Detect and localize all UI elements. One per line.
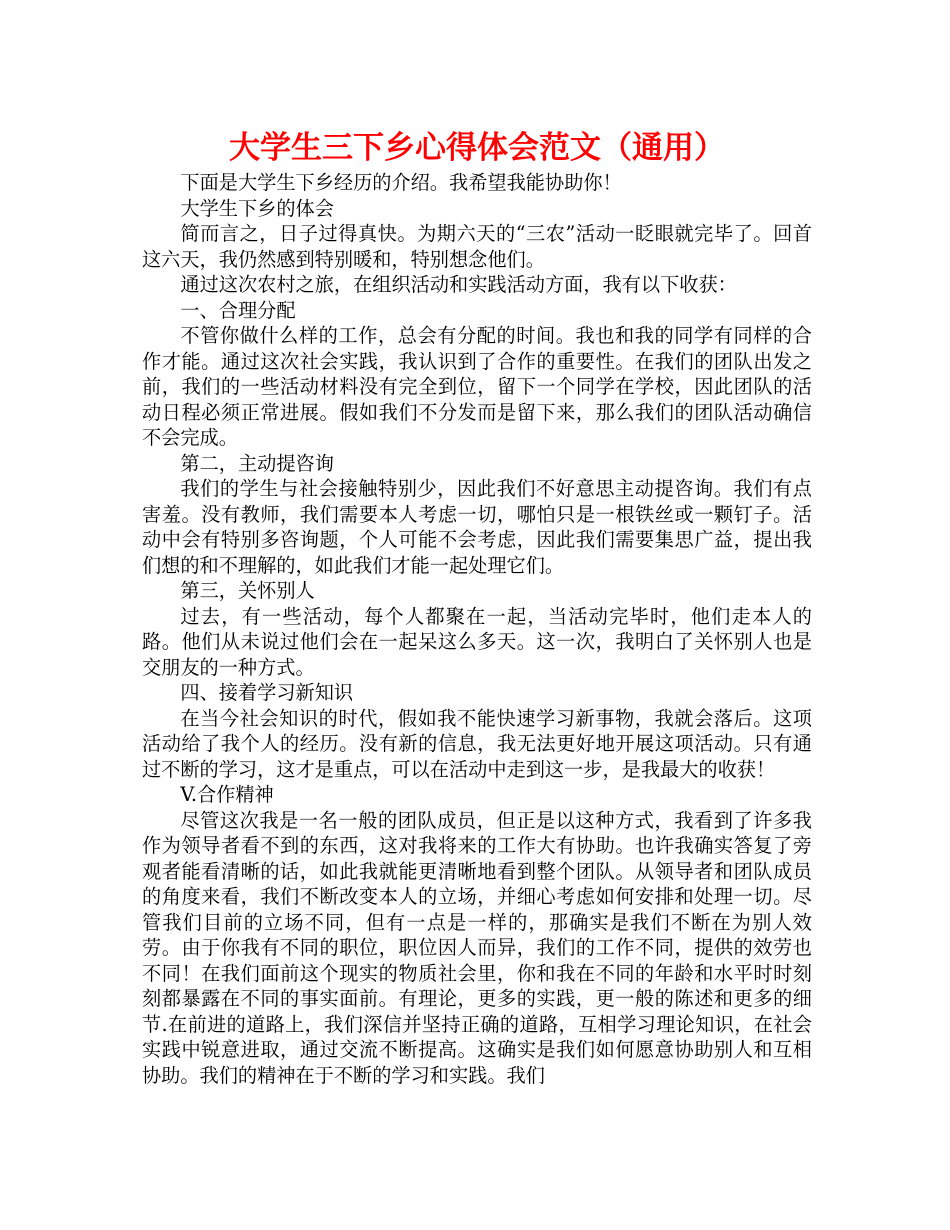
paragraph: 尽管这次我是一名一般的团队成员，但正是以这种方式，我看到了许多我作为领导者看不到的东西，这对我将来的工作大有协助。也许我确实答复了旁观者能看清晰的话，如此我就能更清晰地看到整个团队。从领导者和团队成员的角度来看，我们不断改变本人的立场，并细心考虑如何安排和处理一切。尽管我们目前的立场不同，但有一点是一样的，那确实是我们不断在为别人效劳。由于你我有不同的职位，职位因人而异，我们的工作不同，提供的效劳也不同！在我们面前这个现实的物质社会里，你和我在不同的年龄和水平时时刻刻都暴露在不同的事实面前。有理论，更多的实践，更一般的陈述和更多的细节.在前进的道路上，我们深信并坚持正确的道路，互相学习理论知识，在社会实践中锐意进取，通过交流不断提高。这确实是我们如何愿意协助别人和互相协助。我们的精神在于不断的学习和实践。我们 xyxy=(142,808,812,1087)
section-heading: 四、接着学习新知识 xyxy=(180,681,354,704)
document-title: 大学生三下乡心得体会范文（通用） xyxy=(229,130,725,166)
section-heading: 一、合理分配 xyxy=(180,298,296,322)
paragraph: 在当今社会知识的时代，假如我不能快速学习新事物，我就会落后。这项活动给了我个人的经历。没有新的信息，我无法更好地开展这项活动。只有通过不断的学习，这才是重点，可以在活动中走到这一步，是我最大的收获！ xyxy=(142,706,812,781)
paragraph: 通过这次农村之旅，在组织活动和实践活动方面，我有以下收获： xyxy=(180,273,737,296)
paragraph: 不管你做什么样的工作，总会有分配的时间。我也和我的同学有同样的合作才能。通过这次社会实践，我认识到了合作的重要性。在我们的团队出发之前，我们的一些活动材料没有完全到位，留下一个同学在学校，因此团队的活动日程必须正常进展。假如我们不分发而是留下来，那么我们的团队活动确信不会完成。 xyxy=(142,324,812,449)
paragraph: 过去，有一些活动，每个人都聚在一起，当活动完毕时，他们走本人的路。他们从未说过他们会在一起呆这么多天。这一次，我明白了关怀别人也是交朋友的一种方式。 xyxy=(142,604,812,679)
document-body xyxy=(142,170,812,1088)
intro-paragraph: 下面是大学生下乡经历的介绍。我希望我能协助你！ xyxy=(180,171,622,194)
section-heading: 第三，关怀别人 xyxy=(180,579,315,602)
paragraph: 我们的学生与社会接触特别少，因此我们不好意思主动提咨询。我们有点害羞。没有教师，我们需要本人考虑一切，哪怕只是一根铁丝或一颗钉子。活动中会有特别多咨询题，个人可能不会考虑，因此我们需要集思广益，提出我们想的和不理解的，如此我们才能一起处理它们。 xyxy=(142,477,812,577)
section-heading: 第二，主动提咨询 xyxy=(180,451,334,475)
section-heading: V.合作精神 xyxy=(180,783,274,806)
document-page xyxy=(142,126,812,1088)
paragraph: 简而言之，日子过得真快。为期六天的“三农”活动一眨眼就完毕了。回首这六天，我仍然感到特别暖和，特别想念他们。 xyxy=(142,222,812,271)
section-heading: 大学生下乡的体会 xyxy=(180,196,334,220)
